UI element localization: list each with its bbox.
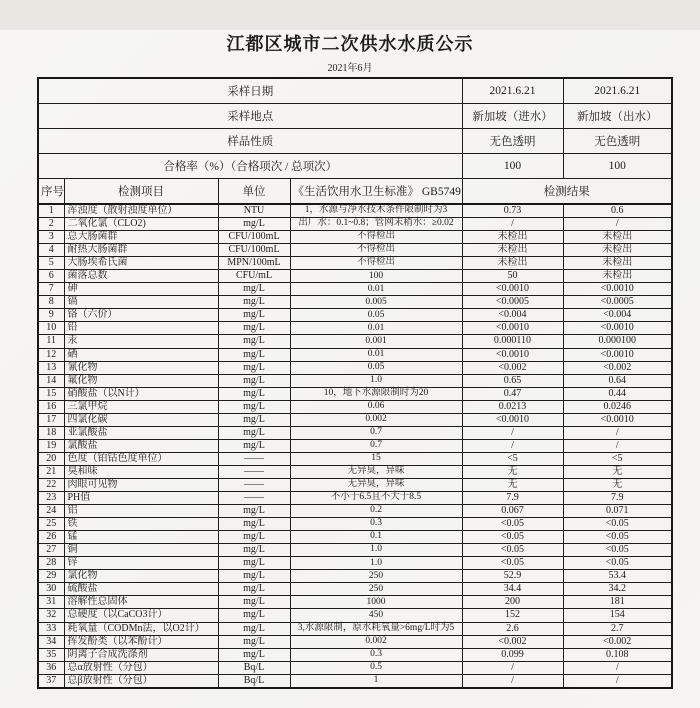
cell-unit: mg/L — [218, 348, 290, 361]
cell-result-outlet: <0.05 — [563, 544, 672, 557]
cell-result-inlet: <0.05 — [462, 557, 563, 570]
cell-no: 1 — [38, 204, 64, 218]
table-row — [38, 439, 672, 452]
cell-result-outlet: 181 — [563, 596, 672, 609]
info-label: 样品性质 — [38, 129, 462, 154]
cell-standard: 1.0 — [290, 557, 462, 570]
cell-result-inlet: / — [462, 674, 563, 688]
table-row — [38, 270, 672, 283]
cell-item: 硫酸盐 — [64, 583, 218, 596]
cell-standard: 0.01 — [290, 322, 462, 335]
table-row — [38, 661, 672, 674]
info-value-inlet: 新加坡（进水） — [462, 104, 563, 129]
cell-standard: 不得检出 — [290, 231, 462, 244]
cell-no: 33 — [38, 622, 64, 635]
cell-standard: 15 — [290, 452, 462, 465]
cell-unit: —— — [218, 478, 290, 491]
table-row — [38, 322, 672, 335]
cell-result-inlet: 0.0213 — [462, 400, 563, 413]
cell-result-inlet: 34.4 — [462, 583, 563, 596]
cell-result-inlet: 2.6 — [462, 622, 563, 635]
info-row — [38, 154, 672, 179]
table-row — [38, 531, 672, 544]
cell-no: 23 — [38, 492, 64, 505]
cell-standard: 0.01 — [290, 283, 462, 296]
cell-standard: 1.0 — [290, 374, 462, 387]
table-row — [38, 622, 672, 635]
table-row — [38, 583, 672, 596]
water-quality-table — [37, 77, 673, 689]
cell-unit: —— — [218, 465, 290, 478]
cell-item: 肉眼可见物 — [64, 478, 218, 491]
table-row — [38, 387, 672, 400]
table-row — [38, 465, 672, 478]
cell-item: 铜 — [64, 544, 218, 557]
cell-unit: mg/L — [218, 413, 290, 426]
cell-unit: MPN/100mL — [218, 257, 290, 270]
page-subtitle: 2021年6月 — [327, 63, 373, 74]
cell-item: 二氧化氯（CLO2) — [64, 218, 218, 231]
cell-result-outlet: 未检出 — [563, 231, 672, 244]
cell-result-outlet: 34.2 — [563, 583, 672, 596]
cell-standard: 10，地下水源限制时为20 — [290, 387, 462, 400]
cell-result-inlet: 未检出 — [462, 244, 563, 257]
cell-result-inlet: 未检出 — [462, 257, 563, 270]
cell-no: 8 — [38, 296, 64, 309]
cell-result-outlet: <5 — [563, 452, 672, 465]
cell-result-outlet: / — [563, 661, 672, 674]
cell-unit: CFU/100mL — [218, 244, 290, 257]
cell-item: 锰 — [64, 531, 218, 544]
cell-item: 氰化物 — [64, 361, 218, 374]
cell-unit: mg/L — [218, 505, 290, 518]
cell-standard: 0.005 — [290, 296, 462, 309]
scanned-document-page — [0, 30, 700, 708]
cell-result-inlet: <0.0005 — [462, 296, 563, 309]
cell-item: 总大肠菌群 — [64, 231, 218, 244]
data-rows-section — [38, 204, 672, 688]
cell-unit: mg/L — [218, 622, 290, 635]
cell-result-outlet: <0.0010 — [563, 348, 672, 361]
cell-standard: 1 — [290, 674, 462, 688]
cell-result-outlet: 7.9 — [563, 492, 672, 505]
cell-no: 15 — [38, 387, 64, 400]
cell-unit: mg/L — [218, 426, 290, 439]
cell-unit: mg/L — [218, 283, 290, 296]
table-row — [38, 492, 672, 505]
cell-unit: mg/L — [218, 335, 290, 348]
cell-item: 浑浊度（散射浊度单位） — [64, 204, 218, 218]
cell-no: 18 — [38, 426, 64, 439]
cell-result-outlet: 无 — [563, 478, 672, 491]
cell-standard: 1，水源与净水技术条件限制时为3 — [290, 204, 462, 218]
cell-standard: 0.01 — [290, 348, 462, 361]
table-row — [38, 635, 672, 648]
cell-no: 37 — [38, 674, 64, 688]
cell-item: 总α放射性（分包） — [64, 661, 218, 674]
cell-unit: mg/L — [218, 557, 290, 570]
cell-item: 铁 — [64, 518, 218, 531]
cell-unit: NTU — [218, 204, 290, 218]
cell-result-inlet: <0.0010 — [462, 322, 563, 335]
table-row — [38, 400, 672, 413]
table-row — [38, 335, 672, 348]
cell-standard: 3,水源限制，原水耗氧量>6mg/L时为5 — [290, 622, 462, 635]
cell-result-outlet: 0.108 — [563, 648, 672, 661]
cell-result-inlet: 0.000110 — [462, 335, 563, 348]
cell-item: 氯酸盐 — [64, 439, 218, 452]
cell-unit: mg/L — [218, 583, 290, 596]
cell-result-inlet: <0.05 — [462, 531, 563, 544]
cell-no: 28 — [38, 557, 64, 570]
cell-item: 汞 — [64, 335, 218, 348]
cell-result-outlet: / — [563, 218, 672, 231]
cell-unit: mg/L — [218, 322, 290, 335]
cell-result-outlet: <0.0005 — [563, 296, 672, 309]
cell-item: 色度（铂钴色度单位） — [64, 452, 218, 465]
cell-unit: mg/L — [218, 296, 290, 309]
cell-result-outlet: 无 — [563, 465, 672, 478]
cell-item: 挥发酚类（以苯酚计） — [64, 635, 218, 648]
table-row — [38, 283, 672, 296]
cell-unit: mg/L — [218, 439, 290, 452]
cell-item: 臭和味 — [64, 465, 218, 478]
cell-no: 20 — [38, 452, 64, 465]
cell-item: 大肠埃希氏菌 — [64, 257, 218, 270]
cell-no: 29 — [38, 570, 64, 583]
cell-result-inlet: 0.73 — [462, 204, 563, 218]
cell-no: 5 — [38, 257, 64, 270]
header-unit: 单位 — [218, 179, 290, 205]
cell-no: 19 — [38, 439, 64, 452]
info-rows-section — [38, 78, 672, 179]
cell-item: 菌落总数 — [64, 270, 218, 283]
cell-result-inlet: <0.05 — [462, 544, 563, 557]
cell-no: 14 — [38, 374, 64, 387]
cell-no: 2 — [38, 218, 64, 231]
cell-item: 镉 — [64, 296, 218, 309]
cell-no: 11 — [38, 335, 64, 348]
cell-result-inlet: / — [462, 426, 563, 439]
cell-item: 氟化物 — [64, 374, 218, 387]
info-value-outlet: 100 — [563, 154, 672, 179]
cell-no: 34 — [38, 635, 64, 648]
table-row — [38, 478, 672, 491]
cell-no: 26 — [38, 531, 64, 544]
info-value-inlet: 100 — [462, 154, 563, 179]
cell-no: 36 — [38, 661, 64, 674]
table-header-row — [38, 179, 672, 205]
cell-standard: 不得检出 — [290, 244, 462, 257]
cell-item: 氯化物 — [64, 570, 218, 583]
cell-unit: mg/L — [218, 544, 290, 557]
cell-standard: 无异臭，异味 — [290, 478, 462, 491]
cell-unit: —— — [218, 452, 290, 465]
cell-result-outlet: <0.0010 — [563, 322, 672, 335]
table-row — [38, 452, 672, 465]
cell-result-outlet: 0.6 — [563, 204, 672, 218]
cell-result-inlet: 152 — [462, 609, 563, 622]
table-row — [38, 609, 672, 622]
cell-result-inlet: <5 — [462, 452, 563, 465]
cell-result-outlet: 154 — [563, 609, 672, 622]
cell-result-inlet: 无 — [462, 465, 563, 478]
cell-result-inlet: 无 — [462, 478, 563, 491]
cell-standard: 0.001 — [290, 335, 462, 348]
cell-unit: Bq/L — [218, 674, 290, 688]
cell-standard: 0.2 — [290, 505, 462, 518]
table-row — [38, 426, 672, 439]
cell-standard: 0.002 — [290, 413, 462, 426]
header-result: 检测结果 — [462, 179, 672, 205]
cell-no: 9 — [38, 309, 64, 322]
table-row — [38, 557, 672, 570]
cell-item: 砷 — [64, 283, 218, 296]
cell-no: 35 — [38, 648, 64, 661]
cell-standard: 250 — [290, 583, 462, 596]
cell-result-outlet: 未检出 — [563, 270, 672, 283]
cell-item: 阴离子合成洗涤剂 — [64, 648, 218, 661]
cell-no: 24 — [38, 505, 64, 518]
cell-no: 7 — [38, 283, 64, 296]
header-item: 检测项目 — [64, 179, 218, 205]
cell-result-outlet: 0.44 — [563, 387, 672, 400]
cell-result-outlet: 未检出 — [563, 244, 672, 257]
cell-standard: 0.7 — [290, 426, 462, 439]
cell-result-inlet: 7.9 — [462, 492, 563, 505]
cell-result-inlet: 0.47 — [462, 387, 563, 400]
cell-no: 17 — [38, 413, 64, 426]
cell-result-inlet: <0.004 — [462, 309, 563, 322]
cell-result-outlet: 53.4 — [563, 570, 672, 583]
cell-standard: 0.06 — [290, 400, 462, 413]
cell-item: 三氯甲烷 — [64, 400, 218, 413]
cell-no: 4 — [38, 244, 64, 257]
cell-standard: 无异臭，异味 — [290, 465, 462, 478]
cell-standard: 0.05 — [290, 309, 462, 322]
cell-no: 21 — [38, 465, 64, 478]
cell-no: 31 — [38, 596, 64, 609]
cell-result-inlet: 52.9 — [462, 570, 563, 583]
info-row — [38, 104, 672, 129]
cell-standard: 1000 — [290, 596, 462, 609]
cell-standard: 出厂水：0.1~0.8；管网末稍水：≥0.02 — [290, 218, 462, 231]
cell-unit: CFU/100mL — [218, 231, 290, 244]
cell-unit: mg/L — [218, 531, 290, 544]
cell-result-outlet: 2.7 — [563, 622, 672, 635]
cell-standard: 100 — [290, 270, 462, 283]
cell-unit: mg/L — [218, 374, 290, 387]
cell-item: 总β放射性（分包） — [64, 674, 218, 688]
cell-standard: 不得检出 — [290, 257, 462, 270]
cell-result-outlet: 0.071 — [563, 505, 672, 518]
header-row-section — [38, 179, 672, 205]
cell-result-inlet: <0.05 — [462, 518, 563, 531]
cell-result-outlet: <0.002 — [563, 361, 672, 374]
cell-no: 12 — [38, 348, 64, 361]
info-value-inlet: 无色透明 — [462, 129, 563, 154]
table-row — [38, 257, 672, 270]
cell-result-outlet: <0.05 — [563, 557, 672, 570]
table-row — [38, 204, 672, 218]
cell-unit: mg/L — [218, 609, 290, 622]
table-row — [38, 544, 672, 557]
table-row — [38, 674, 672, 688]
cell-standard: 0.05 — [290, 361, 462, 374]
cell-result-outlet: / — [563, 439, 672, 452]
cell-no: 25 — [38, 518, 64, 531]
table-row — [38, 413, 672, 426]
table-row — [38, 596, 672, 609]
table-row — [38, 518, 672, 531]
header-no: 序号 — [38, 179, 64, 205]
info-row — [38, 78, 672, 104]
cell-item: 硒 — [64, 348, 218, 361]
cell-no: 30 — [38, 583, 64, 596]
cell-item: 耐热大肠菌群 — [64, 244, 218, 257]
cell-result-inlet: 50 — [462, 270, 563, 283]
cell-result-inlet: / — [462, 439, 563, 452]
cell-no: 16 — [38, 400, 64, 413]
page-title: 江都区城市二次供水水质公示 — [226, 34, 474, 54]
cell-standard: 不小于6.5且不大于8.5 — [290, 492, 462, 505]
cell-unit: mg/L — [218, 400, 290, 413]
cell-result-inlet: <0.002 — [462, 635, 563, 648]
table-row — [38, 218, 672, 231]
cell-result-outlet: <0.0010 — [563, 283, 672, 296]
cell-result-inlet: <0.0010 — [462, 348, 563, 361]
cell-no: 3 — [38, 231, 64, 244]
info-label: 合格率（%）（合格项次 / 总项次） — [38, 154, 462, 179]
cell-no: 32 — [38, 609, 64, 622]
table-row — [38, 374, 672, 387]
cell-unit: Bq/L — [218, 661, 290, 674]
table-row — [38, 648, 672, 661]
cell-standard: 0.002 — [290, 635, 462, 648]
cell-standard: 0.1 — [290, 531, 462, 544]
cell-unit: mg/L — [218, 570, 290, 583]
cell-standard: 250 — [290, 570, 462, 583]
cell-standard: 450 — [290, 609, 462, 622]
table-row — [38, 348, 672, 361]
cell-result-outlet: / — [563, 426, 672, 439]
cell-unit: mg/L — [218, 218, 290, 231]
cell-result-inlet: 0.65 — [462, 374, 563, 387]
info-row — [38, 129, 672, 154]
cell-item: PH值 — [64, 492, 218, 505]
cell-result-outlet: <0.0010 — [563, 413, 672, 426]
cell-result-outlet: 0.000100 — [563, 335, 672, 348]
cell-result-inlet: / — [462, 661, 563, 674]
cell-result-inlet: <0.0010 — [462, 283, 563, 296]
info-value-outlet: 2021.6.21 — [563, 78, 672, 104]
cell-result-inlet: 未检出 — [462, 231, 563, 244]
table-row — [38, 231, 672, 244]
cell-result-outlet: <0.05 — [563, 518, 672, 531]
info-value-outlet: 无色透明 — [563, 129, 672, 154]
cell-item: 亚氯酸盐 — [64, 426, 218, 439]
table-row — [38, 505, 672, 518]
table-row — [38, 570, 672, 583]
cell-result-outlet: / — [563, 674, 672, 688]
cell-item: 铝 — [64, 505, 218, 518]
cell-unit: mg/L — [218, 635, 290, 648]
cell-result-outlet: 0.0246 — [563, 400, 672, 413]
cell-no: 27 — [38, 544, 64, 557]
cell-unit: mg/L — [218, 518, 290, 531]
cell-result-inlet: <0.002 — [462, 361, 563, 374]
cell-result-inlet: 0.099 — [462, 648, 563, 661]
cell-item: 四氯化碳 — [64, 413, 218, 426]
cell-unit: mg/L — [218, 648, 290, 661]
cell-unit: mg/L — [218, 596, 290, 609]
cell-result-outlet: <0.002 — [563, 635, 672, 648]
cell-unit: mg/L — [218, 309, 290, 322]
cell-item: 耗氧量（CODMn法，以O2计） — [64, 622, 218, 635]
cell-result-inlet: 0.067 — [462, 505, 563, 518]
cell-no: 13 — [38, 361, 64, 374]
cell-unit: —— — [218, 492, 290, 505]
info-label: 采样地点 — [38, 104, 462, 129]
cell-item: 铅 — [64, 322, 218, 335]
cell-standard: 0.5 — [290, 661, 462, 674]
cell-unit: CFU/mL — [218, 270, 290, 283]
cell-unit: mg/L — [218, 387, 290, 400]
info-label: 采样日期 — [38, 78, 462, 104]
cell-standard: 0.3 — [290, 648, 462, 661]
cell-result-outlet: <0.05 — [563, 531, 672, 544]
cell-standard: 0.3 — [290, 518, 462, 531]
table-row — [38, 361, 672, 374]
cell-standard: 0.7 — [290, 439, 462, 452]
cell-item: 溶解性总固体 — [64, 596, 218, 609]
cell-result-inlet: <0.0010 — [462, 413, 563, 426]
cell-no: 22 — [38, 478, 64, 491]
cell-no: 6 — [38, 270, 64, 283]
cell-result-outlet: 未检出 — [563, 257, 672, 270]
cell-result-inlet: / — [462, 218, 563, 231]
header-standard: 《生活饮用水卫生标准》 GB5749 — [290, 179, 462, 205]
cell-item: 锌 — [64, 557, 218, 570]
cell-unit: mg/L — [218, 361, 290, 374]
cell-result-outlet: 0.64 — [563, 374, 672, 387]
cell-item: 铬（六价） — [64, 309, 218, 322]
info-value-outlet: 新加坡（出水） — [563, 104, 672, 129]
table-row — [38, 296, 672, 309]
cell-no: 10 — [38, 322, 64, 335]
cell-item: 硝酸盐（以N计） — [64, 387, 218, 400]
info-value-inlet: 2021.6.21 — [462, 78, 563, 104]
cell-standard: 1.0 — [290, 544, 462, 557]
cell-item: 总硬度（以CaCO3计） — [64, 609, 218, 622]
cell-result-outlet: <0.004 — [563, 309, 672, 322]
table-row — [38, 309, 672, 322]
table-row — [38, 244, 672, 257]
cell-result-inlet: 200 — [462, 596, 563, 609]
